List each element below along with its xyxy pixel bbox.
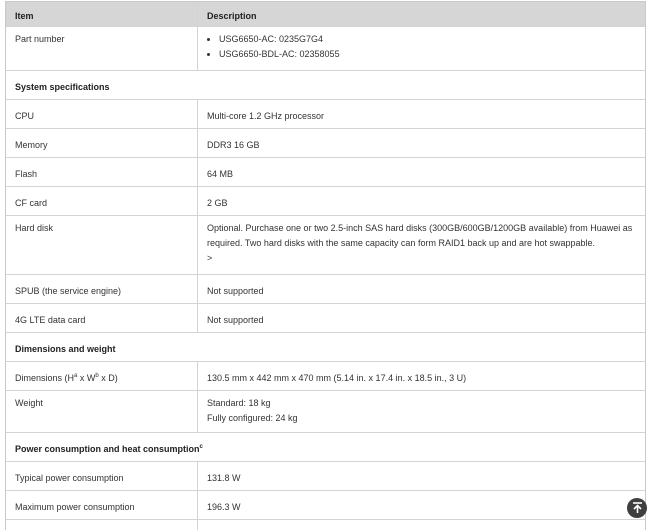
row-value: 64 MB	[207, 169, 234, 179]
row-value: 2 GB	[207, 198, 228, 208]
row-label: Memory	[6, 129, 198, 157]
row-label: CPU	[6, 100, 198, 128]
section-title: Dimensions and weight	[15, 344, 116, 354]
back-to-top-button[interactable]	[627, 498, 647, 518]
row-label	[6, 362, 198, 390]
row-value: 130.5 mm x 442 mm x 470 mm (5.14 in. x 17.4 in. x 18.5 in., 3 U)	[207, 373, 467, 383]
header-item: Item	[6, 2, 198, 26]
section-row-system	[6, 71, 645, 100]
section-row-dimensions	[6, 333, 645, 362]
table-row-max-power	[6, 491, 645, 520]
table-row-flash	[6, 158, 645, 187]
label-part: x W	[77, 373, 96, 383]
section-title-text: Power consumption and heat consumption	[15, 444, 200, 454]
table-row-spub	[6, 275, 645, 304]
table-row-cpu	[6, 100, 645, 129]
row-value: Multi-core 1.2 GHz processor	[207, 111, 325, 121]
section-title: System specifications	[15, 82, 110, 92]
part-number-item: • USG6650-BDL-AC: 02358055	[219, 47, 636, 62]
row-label: Hard disk	[6, 216, 198, 274]
row-label: CF card	[6, 187, 198, 215]
row-label-empty	[6, 520, 198, 530]
section-row-power	[6, 433, 645, 462]
footnote-c: c	[199, 444, 203, 450]
table-row-lte	[6, 304, 645, 333]
row-label: SPUB (the service engine)	[6, 275, 198, 303]
spec-table	[5, 1, 646, 530]
weight-full: Fully configured: 24 kg	[207, 413, 298, 423]
row-label: 4G LTE data card	[6, 304, 198, 332]
header-description: Description	[207, 11, 257, 21]
row-label: Flash	[6, 158, 198, 186]
part-number-item: • USG6650-AC: 0235G7G4	[219, 32, 636, 47]
row-label: Maximum power consumption	[6, 491, 198, 519]
table-row-weight	[6, 391, 645, 433]
weight-standard: Standard: 18 kg	[207, 398, 271, 408]
table-row-cf-card	[6, 187, 645, 216]
row-value: 131.8 W	[207, 473, 241, 483]
weight-values	[198, 391, 645, 432]
footnote-a: a	[74, 373, 78, 379]
table-row-hard-disk	[6, 216, 645, 275]
row-label: Typical power consumption	[6, 462, 198, 490]
table-row-typical-power	[6, 462, 645, 491]
hard-disk-description	[198, 216, 645, 274]
table-header-row	[6, 2, 645, 27]
table-row-part-number	[6, 27, 645, 71]
row-value-empty	[198, 520, 645, 530]
row-value: 196.3 W	[207, 502, 241, 512]
section-title	[6, 433, 645, 461]
more-link[interactable]: >	[207, 253, 213, 263]
table-row-memory	[6, 129, 645, 158]
table-row-partial	[6, 520, 645, 530]
table-row-dimensions	[6, 362, 645, 391]
row-value: Not supported	[207, 315, 264, 325]
row-value: Not supported	[207, 286, 264, 296]
arrow-up-to-top-icon	[632, 502, 643, 514]
row-label: Weight	[6, 391, 198, 432]
label-part: x D)	[98, 373, 118, 383]
footnote-b: b	[95, 373, 99, 379]
part-number-list	[198, 27, 645, 70]
label-part: Dimensions (H	[15, 373, 75, 383]
row-value: DDR3 16 GB	[207, 140, 260, 150]
row-value: Optional. Purchase one or two 2.5-inch SAS hard disks (300GB/600GB/1200GB available) from Huawei as required. Two hard disks with the same capacity can form RAID1 back up and are hot swappable.	[207, 223, 633, 248]
row-label: Part number	[6, 27, 198, 70]
